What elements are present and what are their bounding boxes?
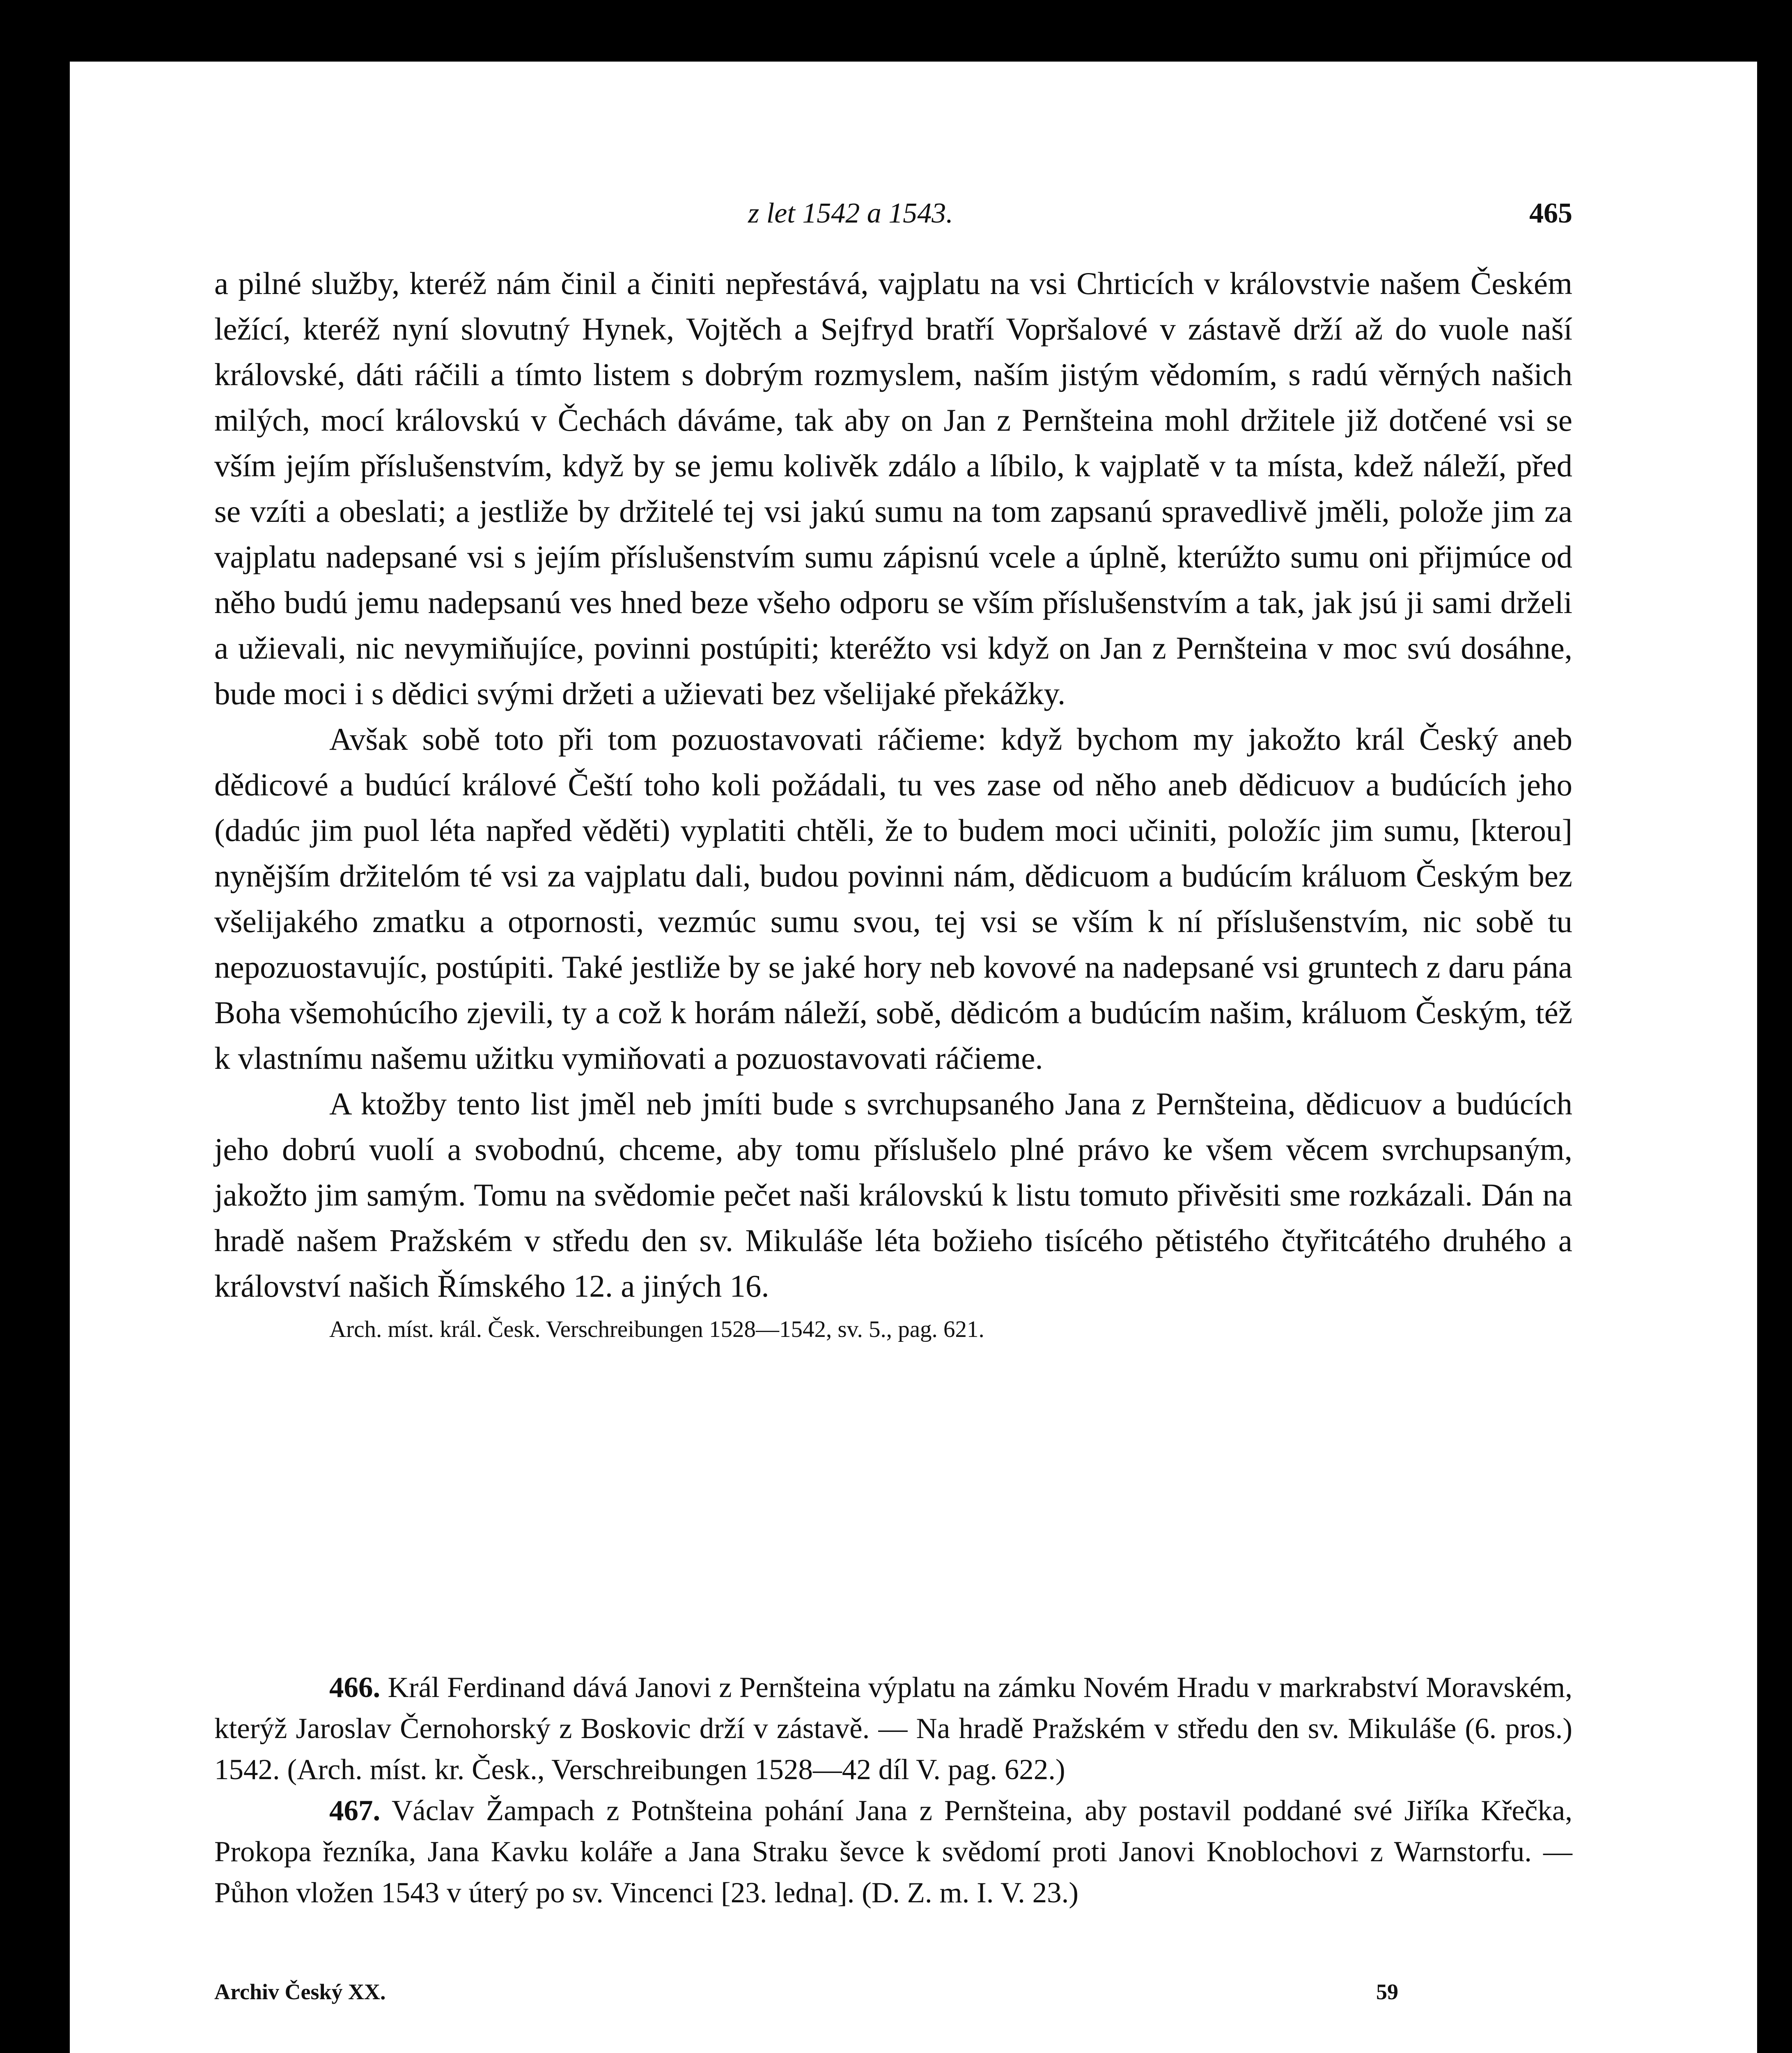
regest-467 — [214, 1790, 1572, 1913]
regest-list — [214, 1667, 1572, 1913]
sheet-number: 59 — [1376, 1980, 1398, 2004]
archive-citation: Arch. míst. král. Česk. Verschreibungen 1528—1542, sv. 5., pag. 621. — [329, 1316, 984, 1342]
regest-466 — [214, 1667, 1572, 1790]
page-number: 465 — [1529, 197, 1572, 229]
page-footer — [214, 1979, 1572, 2016]
running-head-title: z let 1542 a 1543. — [748, 197, 953, 229]
regest-number: 467. — [329, 1795, 381, 1827]
charter-text — [214, 261, 1572, 1350]
book-page — [70, 62, 1757, 2053]
paragraph-3: A ktožby tento list jměl neb jmíti bude s svrchupsaného Jana z Pernšteina, dědicuov a budúcích jeho dobrú vuolí a svobodnú, chceme, aby tomu příslušelo plné právo ke všem věcem svrchupsaným, jakožto jim samým. Tomu na svědomie pečet naši královskú k listu tomuto přivěsiti sme rozkázali. Dán na hradě našem Pražském v středu den sv. Mikuláše léta božieho tisícého pětistého čtyřitcátého druhého a království našich Římského 12. a jiných 16. — [214, 1086, 1572, 1304]
running-head — [214, 197, 1572, 246]
paragraph-1: a pilné služby, kteréž nám činil a činiti nepřestává, vajplatu na vsi Chrticích v královstvie našem Českém ležící, kteréž nyní slovutný Hynek, Vojtěch a Sejfryd bratří Vopršalové v zástavě drží až do vuole naší královské, dáti ráčili a tímto listem s dobrým rozmyslem, naším jistým vědomím, s radú věrných našich milých, mocí královskú v Čechách dáváme, tak aby on Jan z Pernšteina mohl držitele již dotčené vsi se vším jejím příslušenstvím, když by se jemu kolivěk zdálo a líbilo, k vajplatě v ta místa, kdež náleží, před se vzíti a obeslati; a jestliže by držitelé tej vsi jakú sumu na tom zapsanú spravedlivě jměli, polože jim za vajplatu nadepsané vsi s jejím příslušenstvím sumu zápisnú vcele a úplně, kterúžto sumu oni přijmúce od něho budú jemu nadepsanú ves hned beze všeho odporu se vším příslušenstvím a tak, jak jsú ji sami drželi a užievali, nic nevymiňujíce, povinni postúpiti; kteréžto vsi když on Jan z Pernšteina v moc svú dosáhne, bude moci i s dědici svými držeti a užievati bez všelijaké překážky. — [214, 266, 1572, 711]
paragraph-2: Avšak sobě toto při tom pozuostavovati ráčieme: když bychom my jakožto král Český aneb dědicové a budúcí králové Čeští toho koli požádali, tu ves zase od něho aneb dědicuov a budúcích jeho (dadúc jim puol léta napřed věděti) vyplatiti chtěli, že to budem moci učiniti, položíc jim sumu, [kterou] nynějším držitelóm té vsi za vajplatu dali, budou povinni nám, dědicuom a budúcím králuom Českým bez všelijakého zmatku a otpornosti, vezmúc sumu svou, tej vsi se vším k ní příslušenstvím, nic sobě tu nepozuostavujíc, postúpiti. Také jestliže by se jaké hory neb kovové na nadepsané vsi gruntech z daru pána Boha všemohúcího zjevili, ty a což k horám náleží, sobě, dědicóm a budúcím našim, králuom Českým, též k vlastnímu našemu užitku vymiňovati a pozuostavovati ráčieme. — [214, 721, 1572, 1076]
regest-text: Václav Žampach z Potnšteina pohání Jana z Pernšteina, aby postavil poddané své Jiříka Křečka, Prokopa řezníka, Jana Kavku koláře a Jana Straku ševce k svědomí proti Janovi Knoblochovi z Warnstorfu. — Půhon vložen 1543 v úterý po sv. Vincenci [23. ledna]. (D. Z. m. I. V. 23.) — [214, 1795, 1572, 1909]
signature-mark: Archiv Český XX. — [214, 1980, 386, 2004]
regest-number: 466. — [329, 1672, 381, 1704]
regest-text: Král Ferdinand dává Janovi z Pernšteina výplatu na zámku Novém Hradu v markrabství Moravském, kterýž Jaroslav Černohorský z Boskovic drží v zástavě. — Na hradě Pražském v středu den sv. Mikuláše (6. pros.) 1542. (Arch. míst. kr. Česk., Verschreibungen 1528—42 díl V. pag. 622.) — [214, 1672, 1572, 1786]
